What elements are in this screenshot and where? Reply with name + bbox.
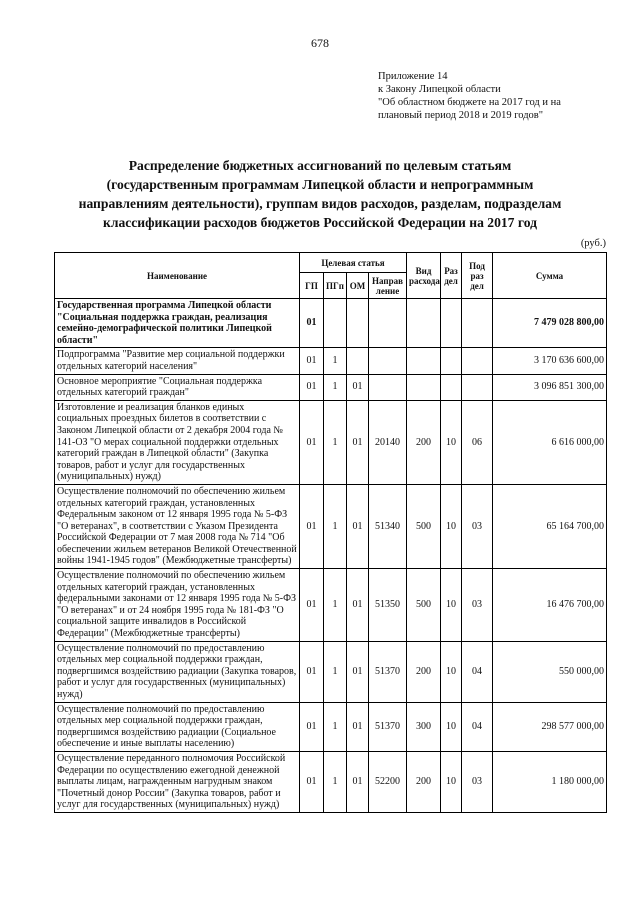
header-pgp: ПГп [324,273,347,299]
row-gp: 01 [300,400,324,484]
row-gp: 01 [300,484,324,568]
row-om: 01 [347,484,369,568]
row-section: 10 [441,751,462,812]
row-name: Осуществление полномочий по предоставлению отдельных мер социальной поддержки граждан, подвергшимся воздействию радиации (Социальное обеспечение и иные выплаты населению) [55,702,300,751]
row-name: Осуществление переданного полномочия Российской Федерации по осуществлению ежегодной денежной выплаты лицам, награжденным нагрудным знаком "Почетный донор России" (Закупка товаров, работ и услуг для государственных (муниципальных) нужд) [55,751,300,812]
row-pgp [324,299,347,348]
row-om: 01 [347,751,369,812]
row-om: 01 [347,702,369,751]
row-expense-type [407,348,441,374]
row-expense-type: 200 [407,641,441,702]
row-subsection: 03 [462,484,493,568]
row-direction: 52200 [369,751,407,812]
row-section [441,299,462,348]
header-section: Раз дел [441,253,462,299]
row-expense-type [407,299,441,348]
row-section: 10 [441,400,462,484]
table-row [55,374,607,400]
currency-unit: (руб.) [580,238,606,249]
header-subsection: Под раз дел [462,253,493,299]
table-row [55,484,607,568]
row-pgp: 1 [324,348,347,374]
row-amount: 65 164 700,00 [493,484,607,568]
row-name: Осуществление полномочий по обеспечению жильем отдельных категорий граждан, установленных Федеральным законом от 12 января 1995 года № 5-ФЗ "О ветеранах", в соответствии с Указом Президента Российской Федерации от 7 мая 2008 года № 714 "Об обеспечении жильем ветеранов Великой Отечественной войны 1941-1945 годов" (Межбюджетные трансферты) [55,484,300,568]
row-section [441,374,462,400]
table-row [55,702,607,751]
row-om: 01 [347,569,369,642]
row-section: 10 [441,641,462,702]
header-om: ОМ [347,273,369,299]
row-om [347,348,369,374]
row-om [347,299,369,348]
title-line: направлениям деятельности), группам видов расходов, разделам, подразделам [78,196,562,211]
row-name: Основное мероприятие "Социальная поддержка отдельных категорий граждан" [55,374,300,400]
table-row [55,400,607,484]
row-pgp: 1 [324,751,347,812]
row-gp: 01 [300,641,324,702]
row-gp: 01 [300,348,324,374]
row-amount: 16 476 700,00 [493,569,607,642]
title-line: (государственным программам Липецкой области и непрограммным [106,177,534,192]
appendix-line: Приложение 14 [378,71,448,82]
row-direction [369,374,407,400]
row-expense-type: 200 [407,751,441,812]
row-subsection: 06 [462,400,493,484]
row-direction: 51370 [369,641,407,702]
appendix-line: к Закону Липецкой области [378,84,501,95]
budget-table [54,252,607,813]
row-pgp: 1 [324,702,347,751]
row-gp: 01 [300,751,324,812]
row-amount: 6 616 000,00 [493,400,607,484]
appendix-line: "Об областном бюджете на 2017 год и на [378,97,561,108]
row-amount: 3 170 636 600,00 [493,348,607,374]
row-om: 01 [347,641,369,702]
row-expense-type [407,374,441,400]
row-name: Государственная программа Липецкой области "Социальная поддержка граждан, реализация семейно-демографической политики Липецкой области" [55,299,300,348]
row-subsection: 03 [462,751,493,812]
title-line: классификации расходов бюджетов Российской Федерации на 2017 год [102,215,537,230]
row-gp: 01 [300,374,324,400]
row-direction: 51370 [369,702,407,751]
row-name: Подпрограмма "Развитие мер социальной поддержки отдельных категорий населения" [55,348,300,374]
row-direction: 20140 [369,400,407,484]
row-section: 10 [441,484,462,568]
row-pgp: 1 [324,374,347,400]
row-expense-type: 200 [407,400,441,484]
row-expense-type: 500 [407,569,441,642]
row-gp: 01 [300,569,324,642]
row-pgp: 1 [324,641,347,702]
appendix-reference [378,70,561,122]
row-direction [369,348,407,374]
row-section: 10 [441,569,462,642]
row-om: 01 [347,374,369,400]
row-amount: 3 096 851 300,00 [493,374,607,400]
row-expense-type: 300 [407,702,441,751]
table-row [55,348,607,374]
row-amount: 7 479 028 800,00 [493,299,607,348]
row-name: Осуществление полномочий по предоставлению отдельных мер социальной поддержки граждан, подвергшимся воздействию радиации (Закупка товаров, работ и услуг для государственных (муниципальных) нужд) [55,641,300,702]
table-row [55,299,607,348]
document-title [40,156,600,232]
page-number: 678 [311,36,329,50]
row-direction [369,299,407,348]
row-pgp: 1 [324,400,347,484]
header-amount: Сумма [493,253,607,299]
header-direction: Направ ление [369,273,407,299]
row-pgp: 1 [324,484,347,568]
header-gp: ГП [300,273,324,299]
row-subsection [462,374,493,400]
row-direction: 51340 [369,484,407,568]
row-amount: 550 000,00 [493,641,607,702]
table-row [55,751,607,812]
row-gp: 01 [300,702,324,751]
row-section: 10 [441,702,462,751]
row-subsection: 03 [462,569,493,642]
row-amount: 298 577 000,00 [493,702,607,751]
row-name: Осуществление полномочий по обеспечению жильем отдельных категорий граждан, установленных федеральными законами от 12 января 1995 года № 5-ФЗ "О ветеранах" и от 24 ноября 1995 года № 181-ФЗ "О социальной защите инвалидов в Российской Федерации" (Межбюджетные трансферты) [55,569,300,642]
title-line: Распределение бюджетных ассигнований по целевым статьям [128,158,512,173]
row-subsection [462,348,493,374]
row-subsection: 04 [462,641,493,702]
row-pgp: 1 [324,569,347,642]
row-om: 01 [347,400,369,484]
header-name: Наименование [55,253,300,299]
table-row [55,569,607,642]
row-amount: 1 180 000,00 [493,751,607,812]
row-subsection: 04 [462,702,493,751]
row-expense-type: 500 [407,484,441,568]
row-subsection [462,299,493,348]
appendix-line: плановый период 2018 и 2019 годов" [378,110,544,121]
table-row [55,641,607,702]
header-expense-type: Вид расхода [407,253,441,299]
header-target-article: Целевая статья [300,253,407,273]
row-gp: 01 [300,299,324,348]
row-direction: 51350 [369,569,407,642]
row-section [441,348,462,374]
row-name: Изготовление и реализация бланков единых социальных проездных билетов в соответствии с Законом Липецкой области от 2 декабря 2004 года № 141-ОЗ "О мерах социальной поддержки отдельных категорий граждан в Липецкой области" (Закупка товаров, работ и услуг для государственных (муниципальных) нужд) [55,400,300,484]
